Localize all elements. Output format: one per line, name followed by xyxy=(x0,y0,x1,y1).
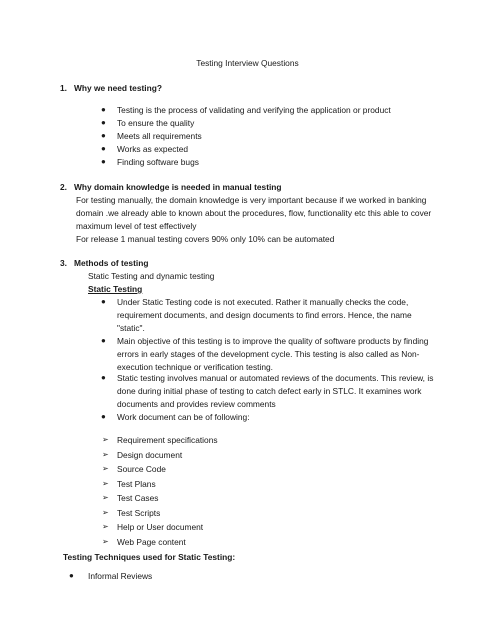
s1-bullet-text: To ensure the quality xyxy=(117,118,195,128)
s3-bullet-line: done during initial phase of testing to catch defect early in STLC. It examines work xyxy=(117,386,422,396)
work-document-item: Help or User document xyxy=(117,522,204,532)
bullet-icon: ● xyxy=(101,105,106,114)
arrow-bullet-icon: ➢ xyxy=(102,435,109,444)
s1-bullet-text: Meets all requirements xyxy=(117,131,202,141)
work-document-item: Test Plans xyxy=(117,479,156,489)
bullet-icon: ● xyxy=(69,571,74,580)
work-document-item: Test Cases xyxy=(117,493,159,503)
section-1-number: 1. xyxy=(60,83,67,93)
s3-bullet-line: Main objective of this testing is to improve the quality of software products by finding xyxy=(117,336,429,346)
document-title: Testing Interview Questions xyxy=(196,58,299,68)
section-2-number: 2. xyxy=(60,182,67,192)
arrow-bullet-icon: ➢ xyxy=(102,537,109,546)
bullet-icon: ● xyxy=(101,373,106,382)
s3-bullet-line: "static". xyxy=(117,323,145,333)
bullet-icon: ● xyxy=(101,297,106,306)
s1-bullet-text: Testing is the process of validating and verifying the application or product xyxy=(117,105,391,115)
section-3-number: 3. xyxy=(60,258,67,268)
bullet-icon: ● xyxy=(101,144,106,153)
bullet-icon: ● xyxy=(101,412,106,421)
s3-bullet-line: errors in early stages of the development cycle. This testing is also called as Non- xyxy=(117,349,420,359)
work-document-item: Source Code xyxy=(117,464,166,474)
arrow-bullet-icon: ➢ xyxy=(102,522,109,531)
work-document-item: Design document xyxy=(117,450,183,460)
s2-paragraph-line: For testing manually, the domain knowledge is very important because if we worked in banking xyxy=(76,195,427,205)
s3-bullet-line: Under Static Testing code is not executed. Rather it manually checks the code, xyxy=(117,297,409,307)
s3-bullet-line: requirement documents, and design documents to find errors. Hence, the name xyxy=(117,310,412,320)
s2-paragraph-line: maximum level of test effectively xyxy=(76,221,197,231)
arrow-bullet-icon: ➢ xyxy=(102,493,109,502)
arrow-bullet-icon: ➢ xyxy=(102,508,109,517)
section-1-heading: Why we need testing? xyxy=(74,83,162,93)
arrow-bullet-icon: ➢ xyxy=(102,479,109,488)
arrow-bullet-icon: ➢ xyxy=(102,464,109,473)
s3-bullet-line: Work document can be of following: xyxy=(117,412,250,422)
arrow-bullet-icon: ➢ xyxy=(102,450,109,459)
s3-bullet-line: execution technique or verification testing. xyxy=(117,362,273,372)
bullet-icon: ● xyxy=(101,336,106,345)
s3-bullet-line: Static testing involves manual or automated reviews of the documents. This review, is xyxy=(117,373,434,383)
work-document-item: Test Scripts xyxy=(117,508,161,518)
s2-paragraph-line: For release 1 manual testing covers 90% only 10% can be automated xyxy=(76,234,335,244)
s3-bullet-line: documents and provides review comments xyxy=(117,399,276,409)
work-document-item: Requirement specifications xyxy=(117,435,218,445)
work-document-item: Web Page content xyxy=(117,537,186,547)
section-2-heading: Why domain knowledge is needed in manual testing xyxy=(74,182,282,192)
bullet-icon: ● xyxy=(101,118,106,127)
s3-intro: Static Testing and dynamic testing xyxy=(88,271,215,281)
static-testing-subheading: Static Testing xyxy=(88,284,143,294)
bullet-icon: ● xyxy=(101,131,106,140)
bullet-icon: ● xyxy=(101,157,106,166)
techniques-heading: Testing Techniques used for Static Testing: xyxy=(63,552,236,562)
s1-bullet-text: Works as expected xyxy=(117,144,189,154)
s2-paragraph-line: domain .we already able to known about the procedures, flow, functionality etc this able to cover xyxy=(76,208,432,218)
technique-item: Informal Reviews xyxy=(88,571,153,581)
section-3-heading: Methods of testing xyxy=(74,258,149,268)
s1-bullet-text: Finding software bugs xyxy=(117,157,199,167)
